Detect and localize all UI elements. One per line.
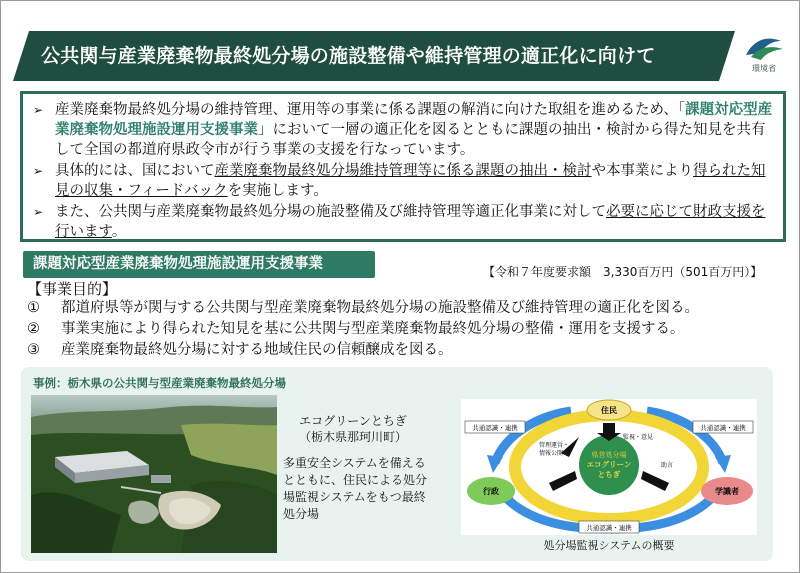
advice-label: 助言 <box>661 462 674 469</box>
site-aerial-photo <box>31 395 277 553</box>
edge-label-top-right: 共通認識・連携 <box>700 424 746 432</box>
residents-label: 住民 <box>601 406 617 415</box>
summary-bullet <box>33 100 775 160</box>
project-name-highlight: 課題対応型産業廃棄物処理施設運用支援事業 <box>55 102 773 138</box>
project-heading <box>23 251 375 278</box>
summary-bullet-text: 産業廃棄物最終処分場の維持管理、運用等の事業に係る課題の解消に向けた取組を進めるため、「課題対応型産業廃棄物処理施設運用支援事業」において一層の適正化を図るとともに課題の抽出・検討から得た知見を共有して全国の都道府県政令市が行う事業の支援を行なっています。 <box>55 102 773 158</box>
monitoring-diagram-svg <box>461 399 757 535</box>
mgmt-label-line1: 管理運営・ <box>539 442 570 449</box>
title-banner <box>13 31 735 81</box>
arrow-bullet-icon: ➢ <box>33 103 44 117</box>
academics-label: 学識者 <box>715 487 739 496</box>
page-title: 公共関与産業廃棄物最終処分場の施設整備や維持管理の適正化に向けて <box>41 45 656 67</box>
mgmt-label-line2: 情報公開 <box>539 450 564 457</box>
expert-arrow <box>641 471 669 491</box>
purpose-list <box>27 298 787 361</box>
summary-bullet-text: また、公共関与産業廃棄物最終処分場の施設整備及び維持管理等適正化事業に対して必要に応じて財政支援を行います。 <box>55 204 766 240</box>
budget-request: 【令和７年度要求額 3,330百万円（501百万円）】 <box>483 265 763 279</box>
diagram-caption: 処分場監視システムの概要 <box>543 539 675 552</box>
summary-bullet <box>33 202 775 242</box>
site-location: （栃木県那珂川町） <box>298 430 407 444</box>
site-node-line2: エコグリーン <box>586 460 632 469</box>
purpose-item: ② 事業実施により得られた知見を基に公共関与型産業廃棄物最終処分場の整備・運用を支援する。 <box>27 321 685 337</box>
purpose-item: ① 都道府県等が関与する公共関与型産業廃棄物最終処分場の施設整備及び維持管理の適正化を図る。 <box>27 300 699 316</box>
edge-label-bottom: 共通認識・連携 <box>586 524 632 532</box>
ministry-logo <box>743 33 785 77</box>
summary-box <box>20 91 786 242</box>
site-description: 多重安全システムを備えるとともに、住民による処分場監視システムをもつ最終処分場 <box>283 456 428 521</box>
purpose-heading: 【事業目的】 <box>27 280 118 298</box>
edge-label-top-left: 共通認識・連携 <box>472 424 518 432</box>
ministry-logo-icon <box>743 33 785 63</box>
example-panel <box>21 367 773 561</box>
site-node-line1: 県営処分場 <box>591 451 627 459</box>
arrow-bullet-icon: ➢ <box>33 205 44 219</box>
watch-label: 監視・意見 <box>623 434 654 441</box>
site-name-text: エコグリーンとちぎ <box>299 414 407 428</box>
site-name <box>283 413 423 445</box>
monitoring-diagram <box>461 399 757 535</box>
project-name: 課題対応型産業廃棄物処理施設運用支援事業 <box>33 256 323 272</box>
ministry-name: 環境省 <box>752 64 776 73</box>
example-title: 事例：栃木県の公共関与型産業廃棄物最終処分場 <box>33 376 286 390</box>
summary-bullet-text: 具体的には、国において産業廃棄物最終処分場維持管理等に係る課題の抽出・検討や本事業により得られた知見の収集・フィードバックを実施します。 <box>55 163 766 199</box>
site-node-line3: とちぎ <box>597 470 621 479</box>
summary-bullet <box>33 161 775 201</box>
government-label: 行政 <box>483 487 499 496</box>
arrow-bullet-icon: ➢ <box>33 164 44 178</box>
gov-arrow <box>549 471 577 491</box>
purpose-item: ③ 産業廃棄物最終処分場に対する地域住民の信頼醸成を図る。 <box>27 342 453 358</box>
